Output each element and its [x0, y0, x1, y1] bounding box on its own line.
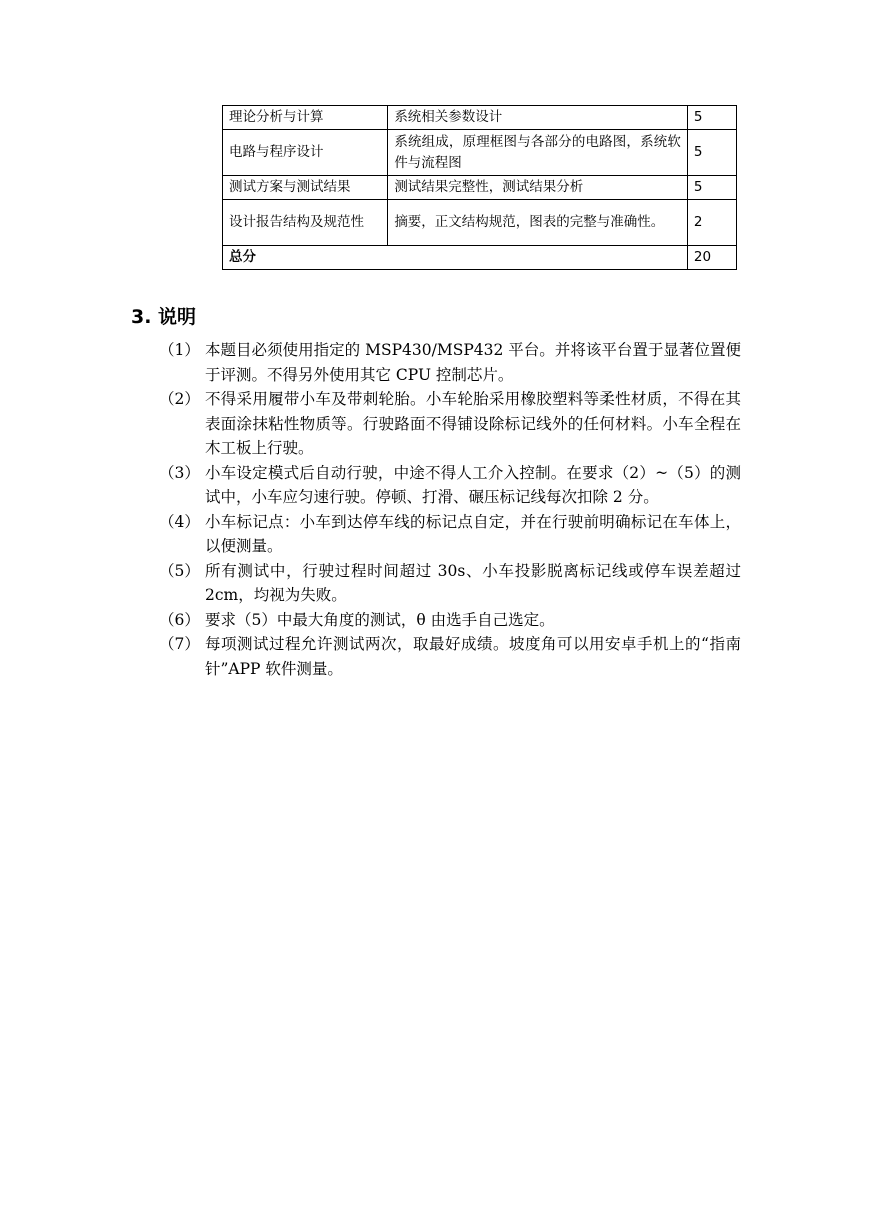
- note-number: （3）: [159, 463, 200, 482]
- table-row: [223, 130, 737, 176]
- content-cell: 摘要，正文结构规范，图表的完整与准确性。: [388, 200, 688, 246]
- note-text: 本题目必须使用指定的 MSP430/MSP432 平台。并将该平台置于显著位置便于评测。不得另外使用其它 CPU 控制芯片。: [205, 341, 741, 384]
- note-number: （2）: [159, 390, 200, 408]
- note-number: （7）: [159, 635, 200, 653]
- item-cell: 设计报告结构及规范性: [223, 200, 388, 246]
- note-text: 每项测试过程允许测试两次，取最好成绩。坡度角可以用安卓手机上的“指南针”APP 软件测量。: [205, 635, 741, 678]
- scoring-table: [222, 105, 737, 270]
- list-item: [159, 338, 741, 387]
- section-title: 3. 说明: [131, 306, 197, 328]
- table-row: [223, 200, 737, 246]
- note-text: 小车设定模式后自动行驶，中途不得人工介入控制。在要求（2）~（5）的测试中，小车应匀速行驶。停顿、打滑、碾压标记线每次扣除 2 分。: [205, 463, 741, 506]
- score-cell: 5: [687, 176, 736, 200]
- score-cell: 5: [687, 106, 736, 130]
- list-item: [159, 608, 741, 633]
- score-cell: 5: [687, 130, 736, 176]
- list-item: [159, 632, 741, 681]
- table-row: [223, 106, 737, 130]
- list-item: [159, 387, 741, 461]
- note-number: （1）: [159, 341, 200, 359]
- table-row: [223, 176, 737, 200]
- note-number: （6）: [159, 610, 200, 629]
- total-score: 20: [687, 246, 736, 270]
- total-label: 总分: [223, 246, 688, 270]
- list-item: [159, 461, 741, 510]
- note-text: 所有测试中，行驶过程时间超过 30s、小车投影脱离标记线或停车误差超过 2cm，均视为失败。: [205, 561, 741, 604]
- list-item: [159, 510, 741, 559]
- note-number: （5）: [159, 561, 200, 580]
- score-cell: 2: [687, 200, 736, 246]
- item-cell: 测试方案与测试结果: [223, 176, 388, 200]
- content-cell: 系统组成，原理框图与各部分的电路图，系统软件与流程图: [388, 130, 688, 176]
- item-cell: 电路与程序设计: [223, 130, 388, 176]
- note-number: （4）: [159, 512, 200, 531]
- table-total-row: [223, 246, 737, 270]
- note-text: 不得采用履带小车及带刺轮胎。小车轮胎采用橡胶塑料等柔性材质，不得在其表面涂抹粘性物质等。行驶路面不得铺设除标记线外的任何材料。小车全程在木工板上行驶。: [205, 390, 741, 457]
- note-text: 要求（5）中最大角度的测试，θ 由选手自己选定。: [205, 610, 555, 629]
- notes-list: [159, 338, 741, 681]
- item-cell: 理论分析与计算: [223, 106, 388, 130]
- note-text: 小车标记点：小车到达停车线的标记点自定，并在行驶前明确标记在车体上，以便测量。: [205, 512, 741, 555]
- content-cell: 系统相关参数设计: [388, 106, 688, 130]
- content-cell: 测试结果完整性，测试结果分析: [388, 176, 688, 200]
- list-item: [159, 559, 741, 608]
